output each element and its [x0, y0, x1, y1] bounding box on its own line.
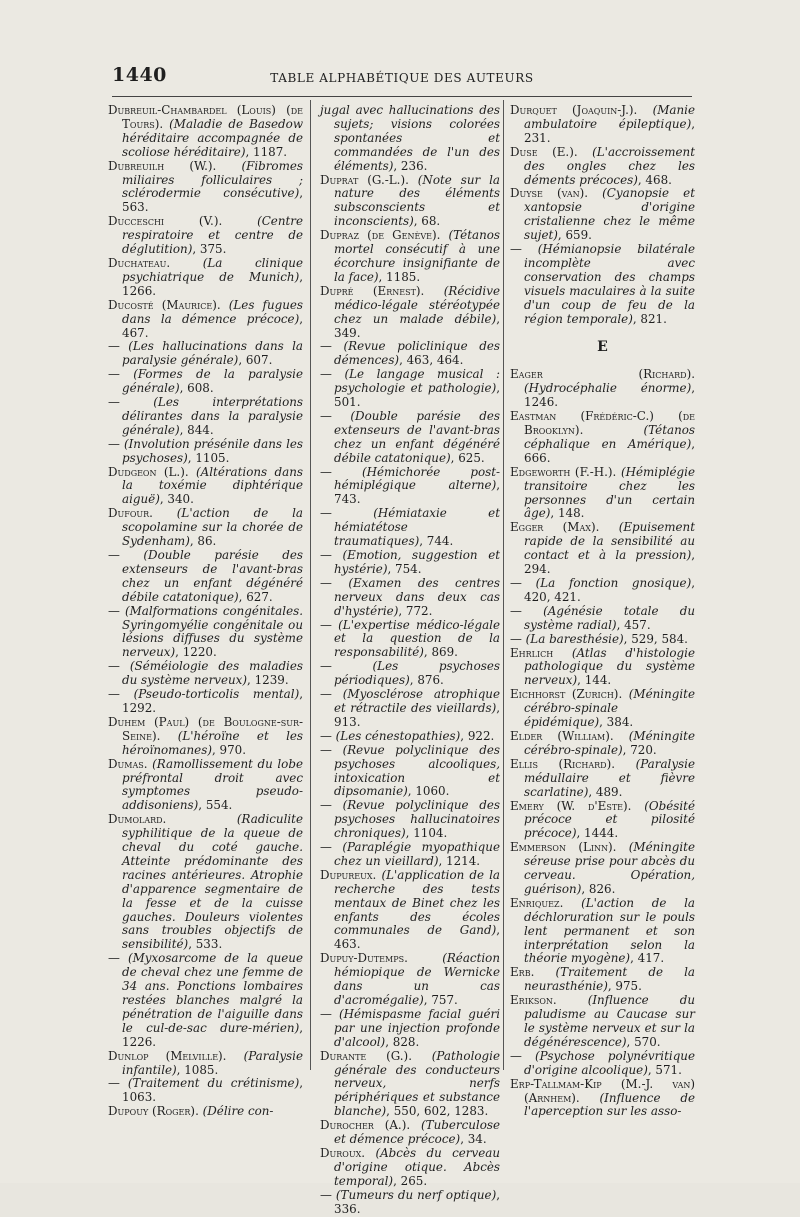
entry-pages: , 828. [385, 1034, 420, 1049]
entry-author: Dufour. [108, 506, 177, 521]
entry-title: (Méningite cérébro-spinale épidémique) [524, 687, 695, 730]
entry-title: (Examen des centres nerveux dans deux cas d'hystérie) [334, 575, 500, 618]
entry-pages: , 489. [588, 784, 623, 799]
entry-pages: , 1444. [576, 826, 619, 841]
entry-title: (Pseudo-torticolis mental) [133, 687, 300, 702]
entry-author: Durocher (A.). [320, 1118, 422, 1133]
entry-title: (Paralysie médullaire et fièvre scarlatine) [524, 756, 695, 799]
index-entry [108, 340, 303, 368]
entry-pages: , 457. [616, 617, 651, 632]
entry-title: (La baresthésie) [525, 631, 624, 646]
index-entry [108, 104, 303, 160]
entry-pages: , 340. [159, 492, 194, 507]
entry-author: Duse (E.). [510, 144, 593, 159]
entry-title: (Revue polyclinique des psychoses hallucinatoires chroniques) [334, 798, 500, 841]
entry-pages: , 754. [387, 561, 422, 576]
entry-pages: , 1239. [247, 673, 289, 688]
index-column-1 [108, 104, 303, 1119]
index-entry [108, 368, 303, 396]
entry-title: (Fibromes miliaires folliculaires ; sclérodermie consécutive) [122, 158, 303, 201]
index-entry [510, 758, 695, 800]
entry-title: (Obésité précoce et pilosité précoce) [524, 798, 695, 841]
entry-author: — [510, 631, 526, 646]
index-entry [320, 1008, 500, 1050]
entry-author: — [108, 687, 134, 702]
entry-author: Dumolard. [108, 812, 237, 827]
entry-pages: , 468. [637, 172, 672, 187]
entry-author: Ducceschi (V.). [108, 214, 258, 229]
entry-author: Duhem (Paul) (de Boulogne-sur-Seine). [108, 714, 303, 743]
entry-pages: , 720. [622, 742, 657, 757]
entry-title: (L'expertise médico-légale et la question de la responsabilité) [334, 617, 500, 660]
entry-pages: , 144. [577, 673, 612, 688]
index-entry [108, 1105, 303, 1119]
entry-title: (Hémiplégie transitoire chez les personnes d'un certain âge) [524, 464, 695, 521]
index-entry [510, 994, 695, 1050]
index-entry [510, 1050, 695, 1078]
index-entry [320, 549, 500, 577]
entry-author: Ehrlich [510, 645, 572, 660]
entry-author: Emmerson (Linn). [510, 840, 629, 855]
entry-author: — [108, 367, 134, 382]
index-entry [320, 619, 500, 661]
entry-author: Dubreuil-Chambardel (Louis) (de Tours). [108, 103, 303, 131]
entry-author: — [320, 575, 349, 590]
page-number: 1440 [112, 64, 167, 86]
entry-pages: , 68. [413, 214, 441, 229]
entry-author: — [320, 742, 343, 757]
index-entry [108, 716, 303, 758]
entry-author: Duroux. [320, 1145, 376, 1160]
entry-pages: , 148. [550, 506, 585, 521]
entry-pages: , 1187. [245, 144, 288, 159]
entry-author: Dupureux. [320, 867, 382, 882]
entry-title: (L'héroïne et les héroïnomanes) [122, 728, 304, 757]
entry-pages: , 570. [626, 1034, 661, 1049]
entry-author: Emery (W. d'Este). [510, 798, 645, 813]
entry-pages: , 1063. [122, 1076, 304, 1105]
entry-pages: , 265. [393, 1173, 428, 1188]
entry-author: — [320, 687, 343, 702]
entry-pages: , 236. [393, 158, 428, 173]
index-entry [510, 605, 695, 633]
entry-title: (Les psychoses périodiques) [334, 659, 500, 688]
entry-title: (Hémianopsie bilatérale incomplète avec conservation des champs visuels maculaires à la suite d'un coup de feu de la région temporale) [524, 242, 695, 326]
entry-title: (Atlas d'histologie pathologique du système nerveux) [524, 645, 695, 688]
index-entry [108, 813, 303, 952]
entry-title: (Myosclérose atrophique et rétractile des vieillards) [334, 687, 500, 715]
entry-author: Erb. [510, 965, 556, 980]
entry-pages: , 666. [524, 436, 695, 465]
entry-author: — [320, 659, 373, 674]
entry-pages: , 821. [632, 311, 667, 326]
entry-title: (Altérations dans la toxémie diphtérique aiguë) [122, 464, 303, 507]
entry-pages: , 1292. [122, 687, 303, 715]
entry-author: — [108, 339, 129, 354]
index-entry [320, 1050, 500, 1120]
entry-pages: , 607. [238, 353, 273, 368]
index-entry [320, 660, 500, 688]
index-entry [320, 410, 500, 466]
entry-title: (Influence du paludisme au Caucase sur le système nerveux et sur la dégénérescence) [524, 993, 695, 1049]
entry-author: — [320, 728, 336, 743]
entry-pages: , 1105. [187, 450, 230, 465]
entry-title: (Involution présénile dans les psychoses) [122, 436, 304, 465]
entry-title: (La fonction gnosique) [535, 576, 692, 590]
column-separator [503, 100, 504, 1070]
index-entry [510, 1078, 695, 1120]
entry-pages: , 1060. [407, 784, 450, 799]
index-entry [108, 215, 303, 257]
entry-pages: , 336. [334, 1187, 500, 1216]
entry-author: Ellis (Richard). [510, 756, 636, 771]
entry-author: — [320, 548, 343, 562]
index-entry [108, 1077, 303, 1105]
entry-author: Durante (G.). [320, 1048, 432, 1063]
entry-title: (Note sur la nature des éléments subsconscients et inconscients) [334, 172, 500, 229]
entry-pages: , 463, 464. [399, 353, 464, 368]
entry-author: — [108, 659, 130, 674]
entry-author: Duyse (van). [510, 186, 603, 201]
entry-title: (L'accroissement des ongles chez les déments précoces) [524, 144, 695, 187]
entry-author: — [320, 617, 339, 632]
entry-pages: , 659. [557, 228, 592, 243]
entry-author: Durquet (Joaquin-J.). [510, 103, 653, 117]
entry-author: — [108, 395, 154, 410]
entry-author: Dupré (Ernest). [320, 283, 444, 298]
entry-title: (Méningite cérébro-spinale) [524, 728, 695, 757]
index-entry [108, 952, 303, 1049]
entry-title: (Le langage musical : psychologie et pathologie) [334, 367, 500, 396]
index-entry [510, 577, 695, 605]
entry-title: (Revue polyclinique des psychoses alcooliques, intoxication et dipsomanie) [334, 742, 500, 799]
index-entry [108, 299, 303, 341]
letter-heading: E [597, 338, 608, 355]
entry-title: (Emotion, suggestion et hystérie) [334, 548, 501, 576]
entry-pages: , 384. [599, 715, 634, 730]
entry-author: — [320, 367, 345, 382]
index-entry [108, 438, 303, 466]
entry-author: — [320, 464, 362, 479]
entry-title: (Radiculite syphilitique de la queue de cheval du coté gauche. Atteinte prédominante des racines antérieures. Atrophie d'apparence segmentaire de la fesse et de la cuisse gauches. Douleurs violentes sans troubles objectifs de sensibilité) [122, 812, 303, 952]
running-title: TABLE ALPHABÉTIQUE DES AUTEURS [270, 71, 534, 85]
entry-author: Dupuy-Dutemps. [320, 951, 443, 966]
page-header [112, 64, 692, 90]
entry-pages: , 349. [334, 311, 500, 340]
entry-title: (Paraplégie myopathique chez un vieillard) [334, 840, 500, 868]
entry-title: (Maladie de Basedow héréditaire accompagnée de scoliose héréditaire) [122, 116, 303, 159]
entry-author: — [108, 1076, 128, 1091]
index-entry [320, 799, 500, 841]
entry-pages: , 922. [460, 728, 495, 743]
entry-title: (Tuberculose et démence précoce) [334, 1118, 500, 1147]
entry-pages: , 869. [423, 645, 458, 660]
entry-author: Enriquez. [510, 895, 582, 910]
index-entry [320, 1147, 500, 1189]
entry-author: — [320, 408, 351, 423]
entry-pages: , 772. [398, 603, 433, 618]
entry-title: (Les interprétations délirantes dans la paralysie générale) [122, 395, 303, 437]
entry-title: (Les fugues dans la démence précoce) [122, 297, 304, 326]
entry-title: jugal avec hallucinations des sujets; visions colorées spontanées et commandées de l'un des éléments) [320, 103, 500, 173]
entry-pages: , 463. [334, 923, 500, 952]
entry-pages: , 743. [334, 478, 500, 507]
entry-title: (Les cénestopathies) [335, 728, 461, 743]
entry-pages: , 294. [524, 548, 695, 577]
entry-pages: , 625. [450, 450, 485, 465]
entry-author: Ducosté (Maurice). [108, 297, 229, 312]
entry-title: (Agénésie totale du système radial) [524, 603, 695, 632]
index-entry [108, 257, 303, 299]
entry-pages: , 1246. [524, 381, 695, 410]
index-entry [510, 521, 695, 577]
entry-pages: , 826. [581, 881, 616, 896]
index-entry [320, 285, 500, 341]
entry-title: (Méningite séreuse prise pour abcès du cerveau. Opération, guérison) [524, 840, 695, 896]
entry-pages: , 1185. [378, 269, 421, 284]
entry-pages: , 563. [122, 186, 303, 215]
entry-pages: , 86. [189, 534, 217, 549]
index-entry [108, 396, 303, 438]
entry-title: (Récidive médico-légale stéréotypée chez un malade débile) [334, 283, 500, 326]
entry-title: (Traitement de la neurasthénie) [524, 965, 695, 994]
entry-author: — [510, 576, 536, 590]
entry-author: — [320, 840, 343, 855]
entry-pages: , 975. [607, 979, 642, 994]
column-3-entries-d [510, 104, 695, 327]
entry-author: Dunlop (Melville). [108, 1048, 244, 1063]
entry-title: (Tétanos mortel consécutif à une écorchure insignifiante de la face) [334, 228, 500, 284]
entry-title: (Les hallucinations dans la paralysie générale) [122, 339, 303, 368]
entry-author: Erp-Tallmam-Kip (M.-J. van) (Arnhem). [510, 1076, 695, 1105]
entry-pages: , 533. [188, 937, 223, 952]
index-entry [108, 660, 303, 688]
index-entry [320, 174, 500, 230]
entry-author: Egger (Max). [510, 520, 619, 535]
index-entry [510, 688, 695, 730]
entry-pages: , 34. [460, 1132, 487, 1147]
entry-author: — [510, 1048, 536, 1063]
index-entry [320, 952, 500, 1008]
index-entry [320, 841, 500, 869]
entry-title: (Abcès du cerveau d'origine otique. Abcès temporal) [334, 1145, 500, 1188]
index-entry [510, 368, 695, 410]
entry-pages: , 554. [198, 798, 233, 813]
entry-pages: , 913. [334, 700, 500, 729]
entry-author: — [108, 603, 125, 618]
entry-author: — [510, 242, 538, 257]
index-entry [320, 688, 500, 730]
entry-title: (Hémichorée post-hémiplégique alterne) [334, 464, 501, 493]
entry-title: (Malformations congénitales. Syringomyélie congénitale ou lésions diffuses du système nerveux) [122, 603, 303, 660]
entry-author: Eastman (Frédéric-C.) (de Brooklyn). [510, 409, 695, 438]
index-entry [320, 744, 500, 800]
index-entry [510, 243, 695, 326]
entry-pages: , 1085. [176, 1062, 219, 1077]
entry-pages: , 1266. [122, 269, 303, 298]
index-entry [320, 466, 500, 508]
entry-title: (Epuisement rapide de la sensibilité au contact et à la pression) [524, 520, 695, 563]
entry-title: (Formes de la paralysie générale) [122, 367, 304, 396]
index-entry [510, 187, 695, 243]
entry-title: (Traitement du crétinisme) [127, 1076, 300, 1091]
column-3-entries-e [510, 368, 695, 1119]
index-entry [108, 1050, 303, 1078]
index-entry [108, 688, 303, 716]
entry-pages: , 627. [238, 589, 273, 604]
entry-pages: , 757. [423, 993, 458, 1007]
index-entry [108, 549, 303, 605]
entry-author: — [320, 798, 343, 813]
entry-title: (La clinique psychiatrique de Munich) [122, 255, 303, 284]
entry-author: Dupraz (de Genève). [320, 228, 449, 243]
index-entry [320, 1189, 500, 1217]
index-column-2 [320, 104, 500, 1217]
entry-title: (Réaction hémiopique de Wernicke dans un cas d'acromégalie) [334, 951, 500, 1007]
index-entry [510, 146, 695, 188]
entry-author: Duchateau. [108, 255, 203, 270]
entry-pages: , 1214. [438, 853, 481, 868]
index-entry [320, 1119, 500, 1147]
entry-pages: , 571. [647, 1062, 682, 1077]
entry-author: Eager (Richard). [510, 367, 695, 382]
index-entry [320, 104, 500, 174]
entry-title: (Délire con- [202, 1104, 274, 1119]
index-entry [320, 229, 500, 285]
entry-title: (Psychose polynévritique d'origine alcoolique) [524, 1048, 695, 1077]
entry-author: Eichhorst (Zurich). [510, 687, 629, 702]
index-entry [510, 800, 695, 842]
index-entry [320, 869, 500, 952]
entry-author: Dubreuilh (W.). [108, 158, 242, 173]
index-entry [510, 647, 695, 689]
index-entry [320, 368, 500, 410]
entry-title: (Double parésie des extenseurs de l'avant-bras chez un enfant dégénéré débile catatonique) [334, 408, 500, 465]
index-entry [108, 160, 303, 216]
entry-pages: , 1220. [175, 645, 217, 660]
entry-pages: , 970. [211, 742, 247, 757]
entry-author: Edgeworth (F.-H.). [510, 464, 621, 479]
index-entry [510, 633, 695, 647]
entry-pages: , 417. [630, 951, 665, 966]
index-entry [320, 507, 500, 549]
entry-title: (Ramollissement du lobe préfrontal droit avec symptomes pseudo-addisoniens) [122, 756, 303, 813]
entry-author: — [510, 603, 544, 618]
entry-title: (Myxosarcome de la queue de cheval chez une femme de 34 ans. Ponctions lombaires restées blanches malgré la pénétration de l'aiguille dans le cul-de-sac dure-mérien) [122, 951, 303, 1035]
index-entry [108, 605, 303, 661]
entry-title: (Revue policlinique des démences) [334, 339, 500, 368]
index-entry [510, 466, 695, 522]
entry-title: (L'action de la déchloruration sur le pouls lent permanent et son interprétation selon la théorie myogène) [524, 895, 695, 966]
entry-title: (Paralysie infantile) [122, 1048, 303, 1077]
entry-pages: , 467. [122, 311, 303, 340]
entry-author: Dudgeon (L.). [108, 464, 197, 479]
entry-title: (L'action de la scopolamine sur la chorée de Sydenham) [122, 506, 303, 549]
entry-pages: , 420, 421. [524, 576, 695, 604]
index-column-3 [510, 104, 695, 1119]
entry-author: Duprat (G.-L.). [320, 172, 418, 187]
entry-pages: , 231. [524, 116, 695, 145]
entry-pages: , 744. [419, 534, 454, 549]
column-separator [310, 100, 311, 1070]
entry-author: Dupouy (Roger). [108, 1104, 203, 1119]
entry-author: Elder (William). [510, 728, 629, 743]
entry-title: (Manie ambulatoire épileptique) [524, 103, 695, 131]
index-entry [510, 897, 695, 967]
index-entry [320, 340, 500, 368]
entry-title: (Hydrocéphalie énorme) [524, 381, 692, 396]
entry-pages: , 550, 602, 1283. [386, 1104, 489, 1119]
entry-pages: , 375. [192, 242, 227, 257]
entry-author: — [320, 339, 344, 354]
entry-author: Dumas. [108, 756, 153, 771]
entry-pages: , 876. [409, 673, 444, 688]
entry-title: (Séméiologie des maladies du système nerveux) [122, 659, 303, 688]
entry-pages: , 608. [179, 381, 214, 396]
entry-pages: , 1226. [122, 1020, 303, 1049]
entry-author: — [320, 506, 374, 521]
entry-author: — [108, 436, 124, 451]
entry-pages: , 501. [334, 381, 500, 410]
index-entry [320, 577, 500, 619]
entry-pages: , 844. [179, 422, 214, 437]
index-entry [108, 507, 303, 549]
entry-author: — [108, 548, 144, 562]
index-entry [510, 730, 695, 758]
index-entry [510, 966, 695, 994]
entry-pages: , 1104. [405, 826, 448, 841]
entry-title: (Centre respiratoire et centre de déglutition) [122, 214, 303, 257]
entry-title: (Hémispasme facial guéri par une injection profonde d'alcool) [334, 1006, 500, 1049]
index-entry [320, 730, 500, 744]
entry-pages: , 529, 584. [623, 631, 688, 646]
entry-title: (Hémiataxie et hémiatétose traumatiques) [334, 506, 500, 549]
index-entry [108, 466, 303, 508]
entry-author: — [108, 951, 128, 966]
entry-title: (L'application de la recherche des tests mentaux de Binet chez les enfants des écoles communales de Gand) [334, 867, 501, 938]
entry-title: (Influence de l'aperception sur les asso- [524, 1090, 695, 1119]
entry-title: (Double parésie des extenseurs de l'avant-bras chez un enfant dégénéré débile catatonique) [122, 548, 303, 604]
index-entry [510, 841, 695, 897]
header-rule [112, 96, 692, 97]
index-entry [108, 758, 303, 814]
entry-title: (Cyanopsie et xantopsie d'origine cristalienne chez le même sujet) [524, 186, 695, 243]
index-entry [510, 104, 695, 146]
index-entry [510, 410, 695, 466]
entry-title: (Tétanos céphalique en Amérique) [524, 423, 695, 451]
entry-author: — [320, 1187, 336, 1202]
entry-author: — [320, 1006, 339, 1021]
entry-title: (Pathologie générale des conducteurs nerveux, nerfs périphériques et substance blanche) [334, 1048, 500, 1119]
entry-author: Erikson. [510, 993, 588, 1008]
entry-title: (Tumeurs du nerf optique) [335, 1187, 497, 1202]
